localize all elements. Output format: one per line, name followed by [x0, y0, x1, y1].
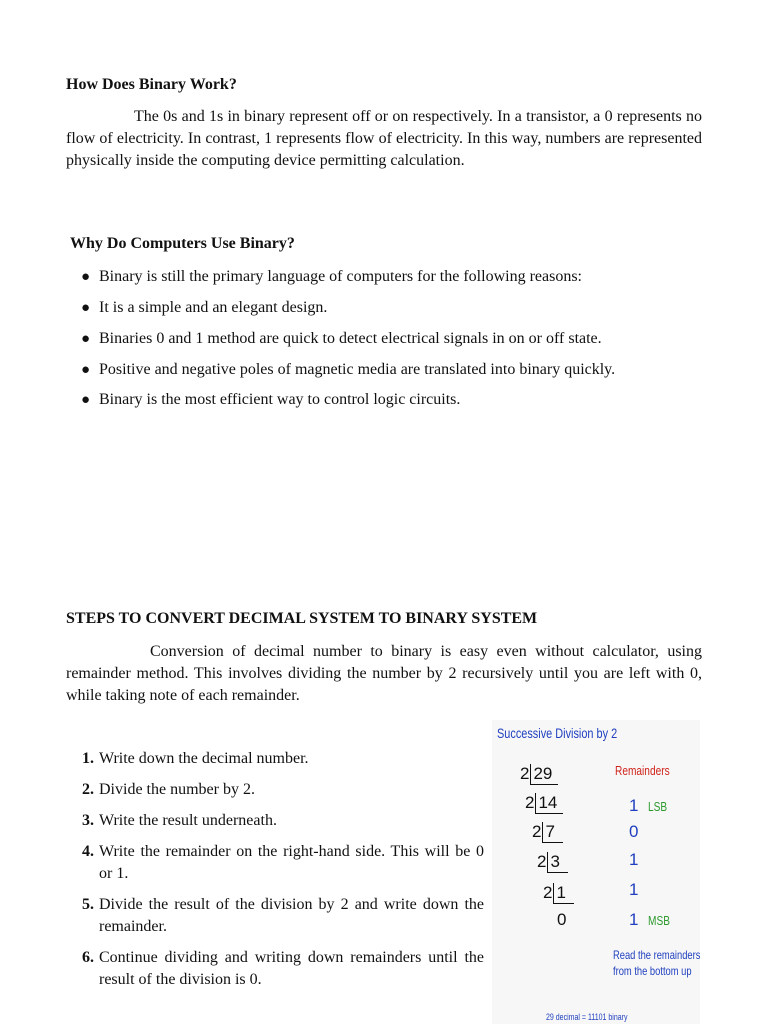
list-item: 4. Write the remainder on the right-hand side. This will be 0 or 1.	[82, 843, 484, 882]
heading-why-computers-use-binary: Why Do Computers Use Binary?	[70, 235, 295, 252]
division-row: 2 7	[532, 822, 563, 843]
bullet-icon: ●	[81, 392, 91, 408]
list-item: 1. Write down the decimal number.	[82, 750, 309, 767]
msb-label: MSB	[648, 913, 670, 928]
remainders-label: Remainders	[615, 763, 670, 778]
bullet-icon: ●	[81, 300, 91, 316]
bullet-icon: ●	[81, 331, 91, 347]
final-quotient: 0	[557, 910, 567, 929]
lsb-label: LSB	[648, 799, 668, 814]
division-row: 2 1	[543, 883, 574, 904]
list-item: ● Binaries 0 and 1 method are quick to detect electrical signals in on or off state.	[80, 328, 702, 350]
remainder-value: 1	[629, 880, 639, 899]
list-item: ● It is a simple and an elegant design.	[80, 297, 702, 319]
list-item: 5. Divide the result of the division by 2 and write down the remainder.	[82, 896, 484, 935]
heading-how-binary-works: How Does Binary Work?	[66, 76, 237, 93]
successive-division-diagram	[492, 720, 700, 1024]
division-row: 2 29	[520, 764, 558, 785]
list-item: 3. Write the result underneath.	[82, 812, 277, 829]
list-item: 2. Divide the number by 2.	[82, 781, 255, 798]
remainder-value: 1	[629, 910, 639, 929]
read-note-line2: from the bottom up	[613, 964, 692, 978]
remainder-value: 1	[629, 796, 639, 815]
remainder-value: 0	[629, 822, 639, 841]
division-row: 2 14	[525, 793, 563, 814]
list-item: 6. Continue dividing and writing down remainders until the result of the division is 0.	[82, 949, 484, 988]
remainder-value: 1	[629, 850, 639, 869]
list-item: ● Binary is still the primary language of computers for the following reasons:	[80, 266, 702, 288]
read-note-line1: Read the remainders	[613, 948, 701, 962]
list-item: ● Binary is the most efficient way to control logic circuits.	[80, 389, 702, 411]
result-caption: 29 decimal = 11101 binary	[546, 1012, 628, 1022]
division-row: 2 3	[537, 852, 568, 873]
paragraph-conversion-intro: Conversion of decimal number to binary is easy even without calculator, using remainder method. This involves dividing the number by 2 recursively until you are left with 0, while taking note of each remainder.	[66, 643, 702, 704]
bullet-icon: ●	[81, 362, 91, 378]
conversion-steps-list	[82, 748, 484, 991]
paragraph-binary-explanation: The 0s and 1s in binary represent off or on respectively. In a transistor, a 0 represents no flow of electricity. In contrast, 1 represents flow of electricity. In this way, numbers are represented physically inside the computing device permitting calculation.	[66, 108, 702, 169]
reasons-list	[80, 266, 702, 411]
bullet-icon: ●	[81, 269, 91, 285]
list-item: ● Positive and negative poles of magnetic media are translated into binary quickly.	[80, 359, 702, 381]
heading-steps-to-convert: STEPS TO CONVERT DECIMAL SYSTEM TO BINARY SYSTEM	[66, 610, 538, 627]
diagram-title: Successive Division by 2	[497, 725, 618, 741]
